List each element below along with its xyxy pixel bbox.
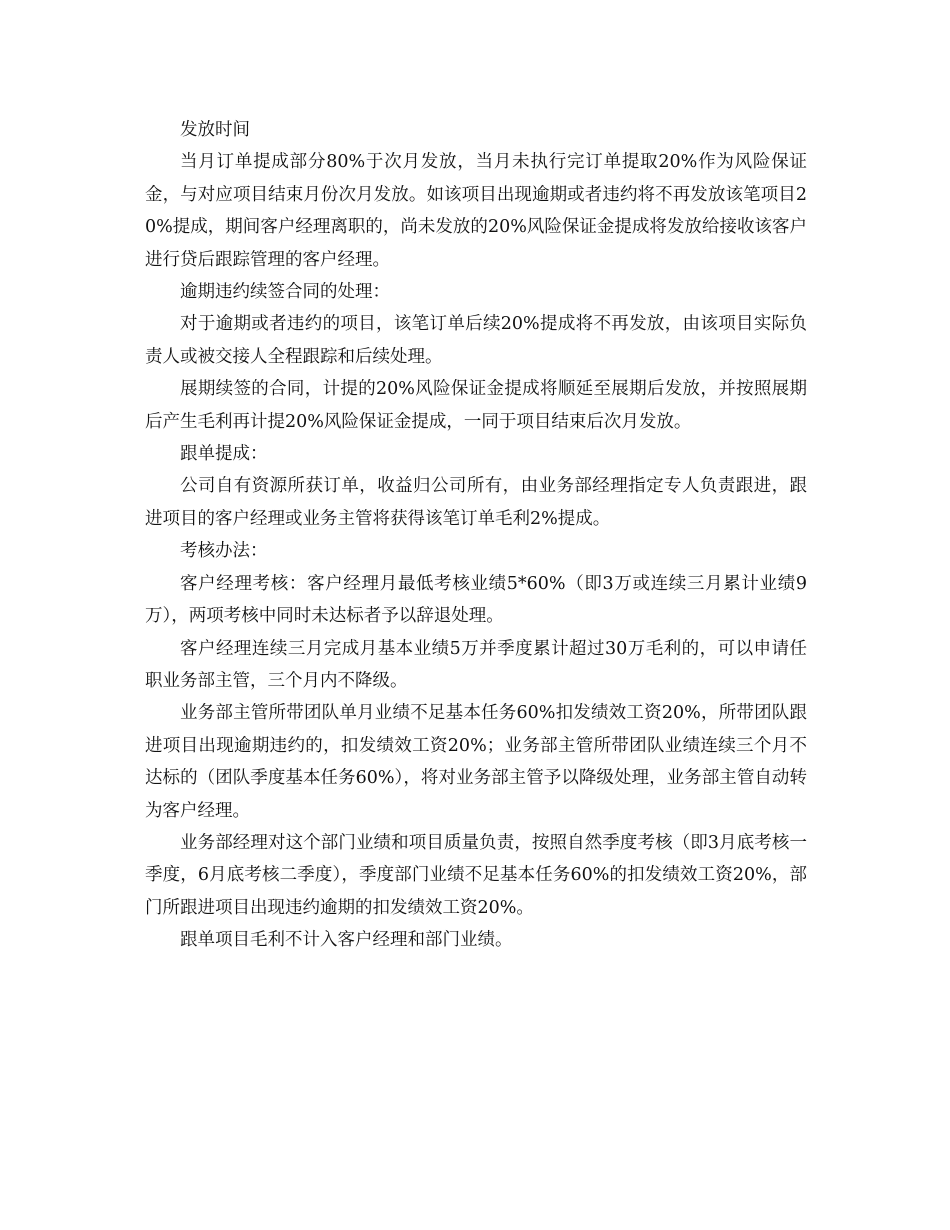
- paragraph-department-manager: 业务部经理对这个部门业绩和项目质量负责，按照自然季度考核（即3月底考核一季度，6月底考核二季度），季度部门业绩不足基本任务60%的扣发绩效工资20%，部门所跟进项目出现违约逾期的扣发绩效工资20%。: [145, 832, 807, 918]
- document-body: [145, 114, 807, 957]
- paragraph-supervisor-rules: 业务部主管所带团队单月业绩不足基本任务60%扣发绩效工资20%，所带团队跟进项目出现逾期违约的，扣发绩效工资20%；业务部主管所带团队业绩连续三个月不达标的（团队季度基本任务60%），将对业务部主管予以降级处理，业务部主管自动转为客户经理。: [145, 703, 807, 821]
- paragraph-extension-contracts: 展期续签的合同，计提的20%风险保证金提成将顺延至展期后发放，并按照展期后产生毛利再计提20%风险保证金提成，一同于项目结束后次月发放。: [145, 379, 807, 432]
- paragraph-commission-release: 当月订单提成部分80%于次月发放，当月未执行完订单提取20%作为风险保证金，与对应项目结束月份次月发放。如该项目出现逾期或者违约将不再发放该笔项目20%提成，期间客户经理离职的，尚未发放的20%风险保证金提成将发放给接收该客户进行贷后跟踪管理的客户经理。: [145, 152, 807, 270]
- paragraph-overdue-projects: 对于逾期或者违约的项目，该笔订单后续20%提成将不再发放，由该项目实际负责人或被交接人全程跟踪和后续处理。: [145, 314, 807, 367]
- paragraph-promotion: 客户经理连续三月完成月基本业绩5万并季度累计超过30万毛利的，可以申请任职业务部主管，三个月内不降级。: [145, 638, 807, 691]
- heading-follow-commission: 跟单提成：: [180, 444, 268, 465]
- paragraph-company-orders: 公司自有资源所获订单，收益归公司所有，由业务部经理指定专人负责跟进，跟进项目的客户经理或业务主管将获得该笔订单毛利2%提成。: [145, 476, 807, 529]
- heading-assessment-method: 考核办法：: [180, 541, 268, 562]
- heading-overdue-renewal: 逾期违约续签合同的处理：: [180, 282, 390, 303]
- paragraph-manager-assessment: 客户经理考核：客户经理月最低考核业绩5*60%（即3万或连续三月累计业绩9万），两项考核中同时未达标者予以辞退处理。: [145, 573, 807, 627]
- paragraph-follow-profit: 跟单项目毛利不计入客户经理和部门业绩。: [180, 930, 513, 951]
- heading-release-time: 发放时间: [180, 120, 250, 140]
